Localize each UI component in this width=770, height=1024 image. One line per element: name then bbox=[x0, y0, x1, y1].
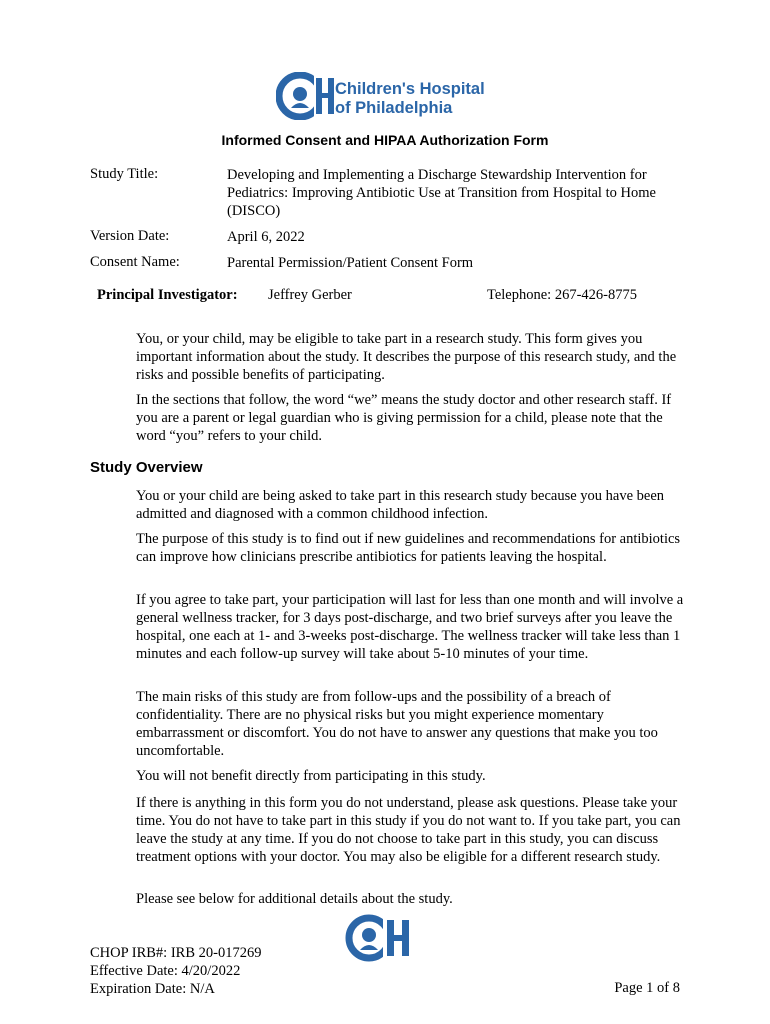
consent-name-label: Consent Name: bbox=[90, 254, 180, 270]
principal-investigator-name: Jeffrey Gerber bbox=[268, 287, 352, 303]
hospital-name: Children's Hospital of Philadelphia bbox=[335, 80, 485, 117]
telephone: Telephone: 267-426-8775 bbox=[487, 287, 637, 303]
intro-paragraph: You, or your child, may be eligible to take part in a research study. This form gives you important information about the study. It describes the purpose of this research study, and the risks and possible benefits of participating. bbox=[136, 331, 677, 383]
overview-paragraph: The purpose of this study is to find out if new guidelines and recommendations for antibiotics can improve how clinicians prescribe antibiotics for patients leaving the hospital. bbox=[136, 531, 681, 565]
effective-date: Effective Date: 4/20/2022 bbox=[90, 963, 241, 979]
overview-paragraph: If there is anything in this form you do not understand, please ask questions. Please take your time. You do not have to take part in this study if you do not want to. If you take part, you can leave the study at any time. If you do not choose to take part in this study, you can discuss treatment options with your doctor. You may also be eligible for a different research study. bbox=[136, 795, 681, 865]
expiration-date: Expiration Date: N/A bbox=[90, 981, 215, 997]
overview-paragraph: Please see below for additional details about the study. bbox=[136, 891, 453, 907]
page-number: Page 1 of 8 bbox=[614, 980, 680, 996]
version-date-label: Version Date: bbox=[90, 228, 170, 244]
study-title-value: Developing and Implementing a Discharge Stewardship Intervention for Pediatrics: Improving Antibiotic Use at Transition from Hospital to Home (DISCO) bbox=[227, 167, 656, 219]
overview-paragraph: You or your child are being asked to take part in this research study because you have been admitted and diagnosed with a common childhood infection. bbox=[136, 488, 665, 522]
overview-paragraph: The main risks of this study are from follow-ups and the possibility of a breach of confidentiality. There are no physical risks but you might experience momentary embarrassment or discomfort. You do not have to answer any questions that make you too uncomfortable. bbox=[136, 689, 658, 759]
section-heading-study-overview: Study Overview bbox=[90, 459, 203, 476]
principal-investigator-label: Principal Investigator: bbox=[97, 287, 238, 303]
footer-irb-info bbox=[90, 944, 261, 998]
intro-paragraph: In the sections that follow, the word “we” means the study doctor and other research staff. If you are a parent or legal guardian who is giving permission for a child, please note that the word “you” refers to your child. bbox=[136, 392, 672, 444]
version-date-value: April 6, 2022 bbox=[227, 229, 305, 245]
study-title-label: Study Title: bbox=[90, 166, 159, 182]
irb-number: CHOP IRB#: IRB 20-017269 bbox=[90, 945, 262, 961]
overview-paragraph: If you agree to take part, your participation will last for less than one month and will involve a general wellness tracker, for 3 days post-discharge, and two brief surveys after you leave the hospital, one each at 1- and 3-weeks post-discharge. The wellness tracker will take less than 1 minutes and each follow-up survey will take about 5-10 minutes of your time. bbox=[136, 592, 684, 662]
overview-paragraph: You will not benefit directly from participating in this study. bbox=[136, 768, 486, 784]
consent-name-value: Parental Permission/Patient Consent Form bbox=[227, 255, 474, 271]
chop-seal-icon bbox=[345, 914, 435, 962]
form-title: Informed Consent and HIPAA Authorization Form bbox=[221, 132, 549, 148]
